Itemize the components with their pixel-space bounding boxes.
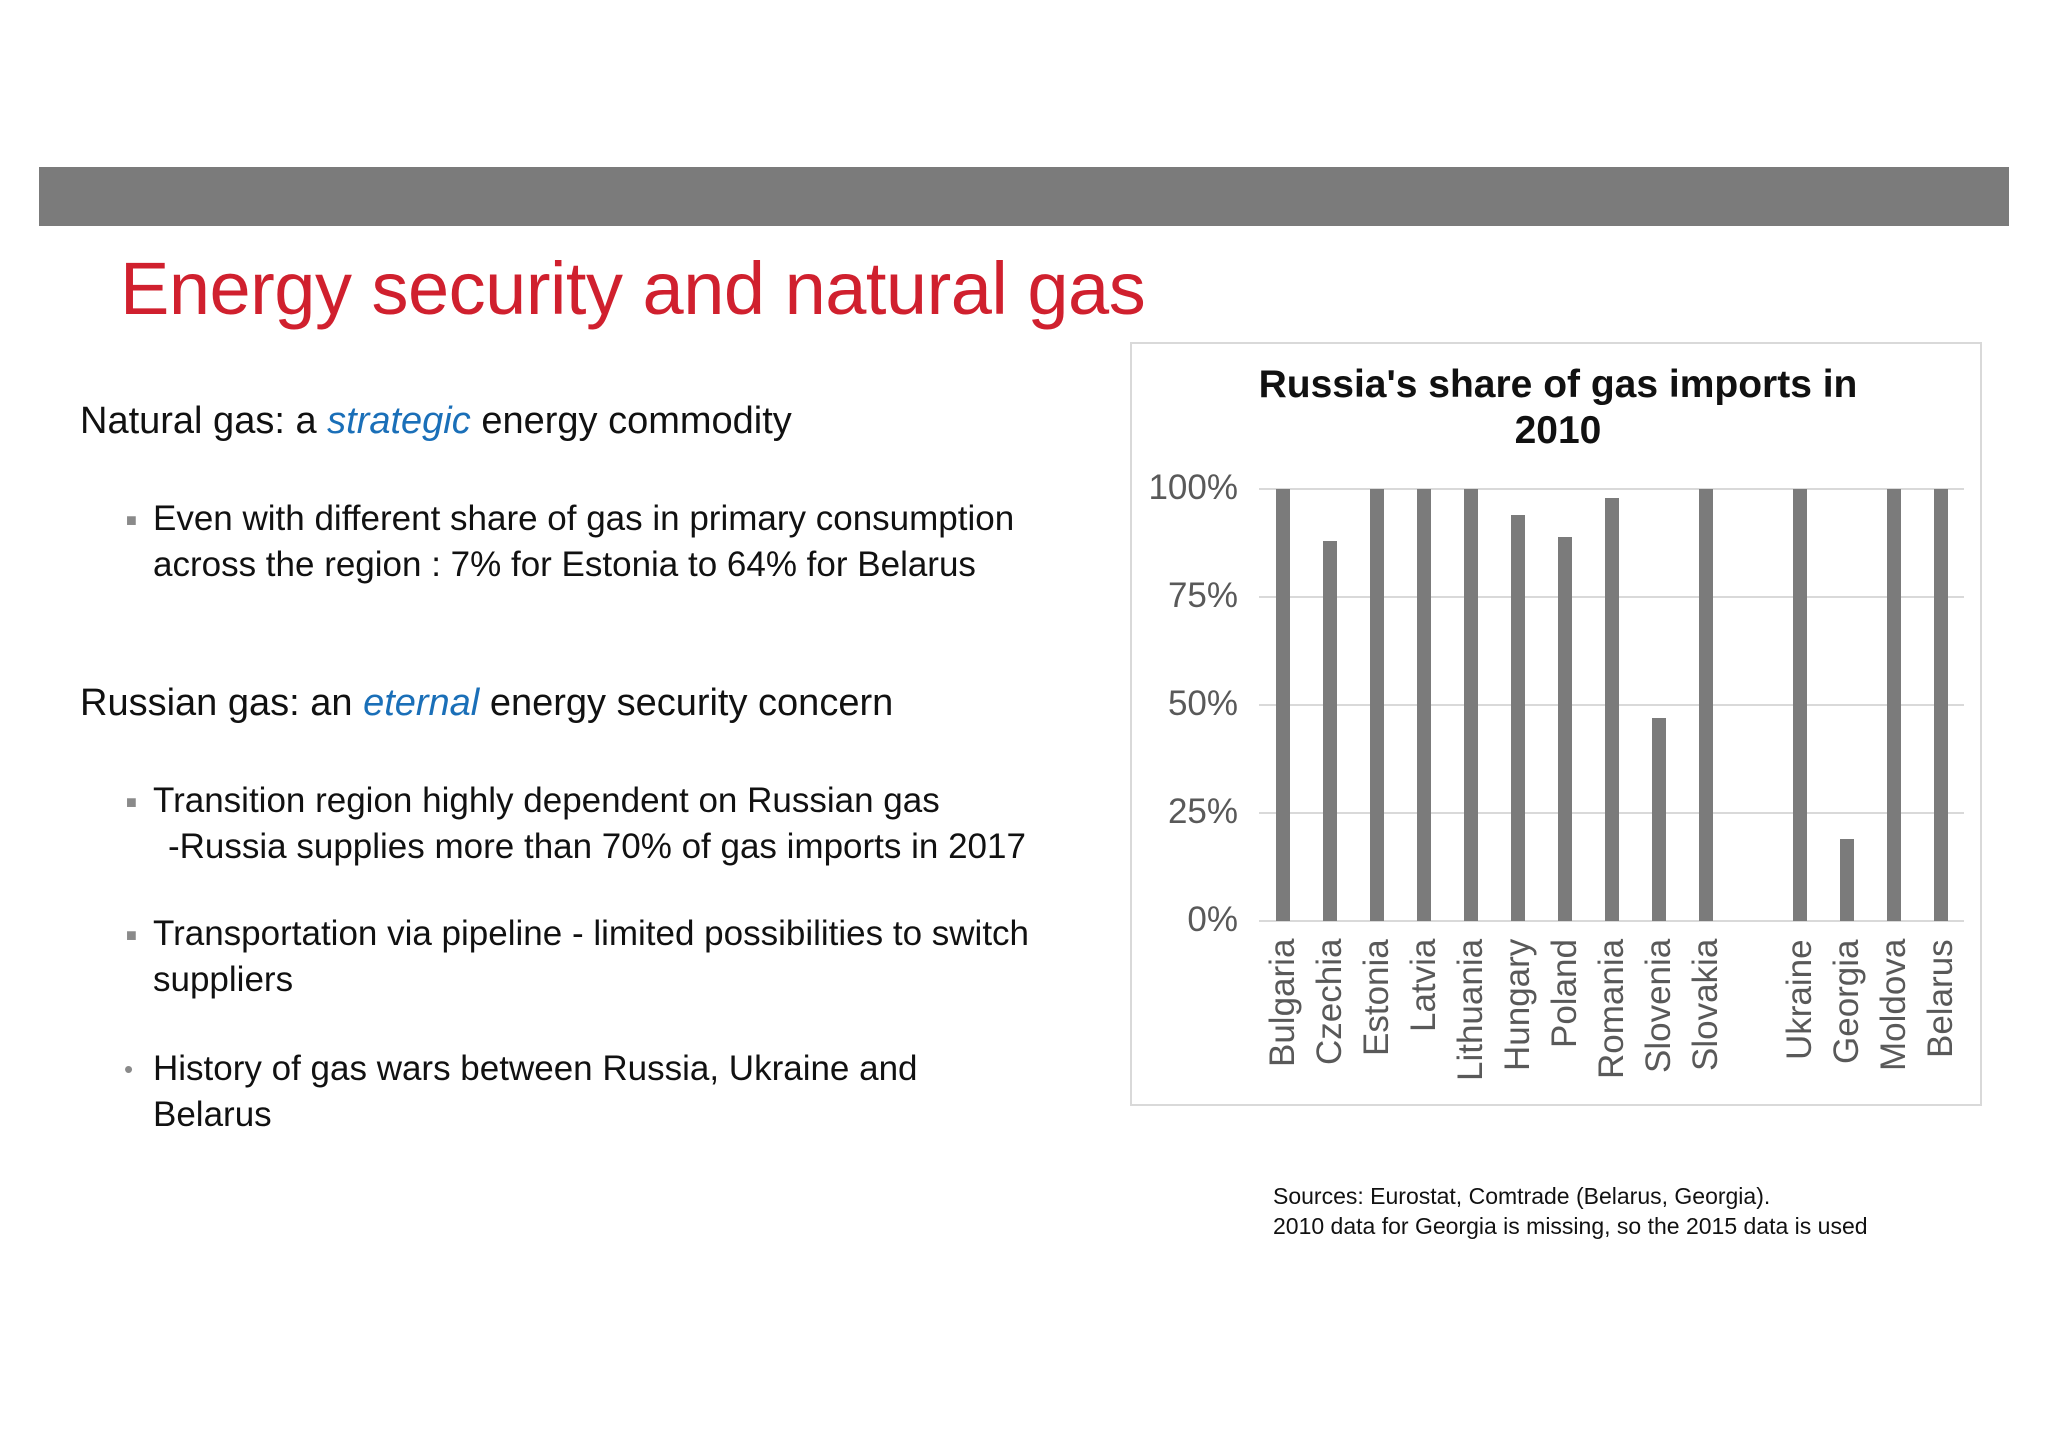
y-tick-label: 100%	[1148, 468, 1238, 507]
gridline	[1259, 488, 1964, 490]
bullet-dependence-line2: -Russia supplies more than 70% of gas imports in 2017	[168, 827, 1026, 866]
y-tick-label: 25%	[1167, 792, 1238, 831]
chart-title	[1132, 362, 1984, 454]
bar-estonia	[1370, 489, 1384, 921]
x-tick-label: Georgia	[1826, 939, 1866, 1064]
heading-natural-gas-pre: Natural gas: a	[80, 400, 328, 442]
bullet-square-icon: ■	[126, 925, 137, 945]
bullet-gas-wars-line2: Belarus	[153, 1095, 272, 1134]
bar-poland	[1558, 537, 1572, 921]
bullet-pipeline	[153, 911, 1029, 1003]
heading-natural-gas-accent: strategic	[327, 400, 471, 442]
x-tick-label: Slovenia	[1638, 939, 1678, 1074]
bar-romania	[1605, 498, 1619, 921]
bar-georgia	[1840, 839, 1854, 921]
bar-slovakia	[1699, 489, 1713, 921]
chart-title-line2: 2010	[1514, 409, 1602, 452]
bullet-gas-share	[153, 496, 1014, 588]
x-tick-label: Romania	[1591, 939, 1631, 1080]
bullet-gas-wars-line1: History of gas wars between Russia, Ukraine and	[153, 1049, 918, 1088]
x-tick-label: Poland	[1544, 939, 1584, 1048]
bar-moldova	[1887, 489, 1901, 921]
y-tick-label: 0%	[1187, 900, 1238, 939]
bar-czechia	[1323, 541, 1337, 921]
bullet-square-icon: ■	[126, 510, 137, 530]
x-tick-label: Belarus	[1920, 939, 1960, 1058]
x-tick-label: Slovakia	[1685, 939, 1725, 1072]
x-tick-label: Ukraine	[1779, 939, 1819, 1060]
x-tick-label: Czechia	[1309, 939, 1349, 1066]
x-tick-label: Lithuania	[1450, 939, 1490, 1082]
sources-line2: 2010 data for Georgia is missing, so the 2015 data is used	[1273, 1213, 1868, 1239]
y-tick-label: 75%	[1167, 576, 1238, 615]
sources-line1: Sources: Eurostat, Comtrade (Belarus, Georgia).	[1273, 1183, 1771, 1209]
bar-lithuania	[1464, 489, 1478, 921]
sources-note	[1273, 1181, 1868, 1241]
slide-title: Energy security and natural gas	[120, 247, 1146, 330]
bar-slovenia	[1652, 718, 1666, 921]
chart-russia-gas-share	[1130, 342, 1982, 1106]
x-tick-label: Hungary	[1497, 939, 1537, 1072]
bullet-pipeline-line1: Transportation via pipeline - limited possibilities to switch	[153, 914, 1030, 953]
x-tick-label: Bulgaria	[1262, 939, 1302, 1068]
x-tick-label: Estonia	[1356, 939, 1396, 1056]
bullet-dependence	[153, 778, 1026, 870]
heading-russian-gas-pre: Russian gas: an	[80, 682, 364, 724]
heading-russian-gas-accent: eternal	[363, 682, 480, 724]
x-tick-label: Moldova	[1873, 939, 1913, 1072]
heading-russian-gas-post: energy security concern	[479, 682, 894, 724]
bullet-gas-share-line1: Even with different share of gas in primary consumption	[153, 499, 1015, 538]
bullet-dependence-line1: Transition region highly dependent on Russian gas	[153, 781, 940, 820]
bar-ukraine	[1793, 489, 1807, 921]
bullet-square-icon: ■	[126, 792, 137, 812]
bar-hungary	[1511, 515, 1525, 921]
y-tick-label: 50%	[1167, 684, 1238, 723]
bullet-gas-share-line2: across the region : 7% for Estonia to 64% for Belarus	[153, 545, 976, 584]
top-bar	[39, 167, 2009, 226]
chart-title-line1: Russia's share of gas imports in	[1258, 363, 1858, 406]
bar-bulgaria	[1276, 489, 1290, 921]
heading-natural-gas	[80, 400, 792, 443]
heading-russian-gas	[80, 682, 893, 725]
bullet-dot-icon: •	[124, 1054, 134, 1084]
bullet-gas-wars	[153, 1046, 918, 1138]
bar-belarus	[1934, 489, 1948, 921]
x-tick-label: Latvia	[1403, 939, 1443, 1033]
heading-natural-gas-post: energy commodity	[470, 400, 792, 442]
bullet-pipeline-line2: suppliers	[153, 960, 294, 999]
bar-latvia	[1417, 489, 1431, 921]
